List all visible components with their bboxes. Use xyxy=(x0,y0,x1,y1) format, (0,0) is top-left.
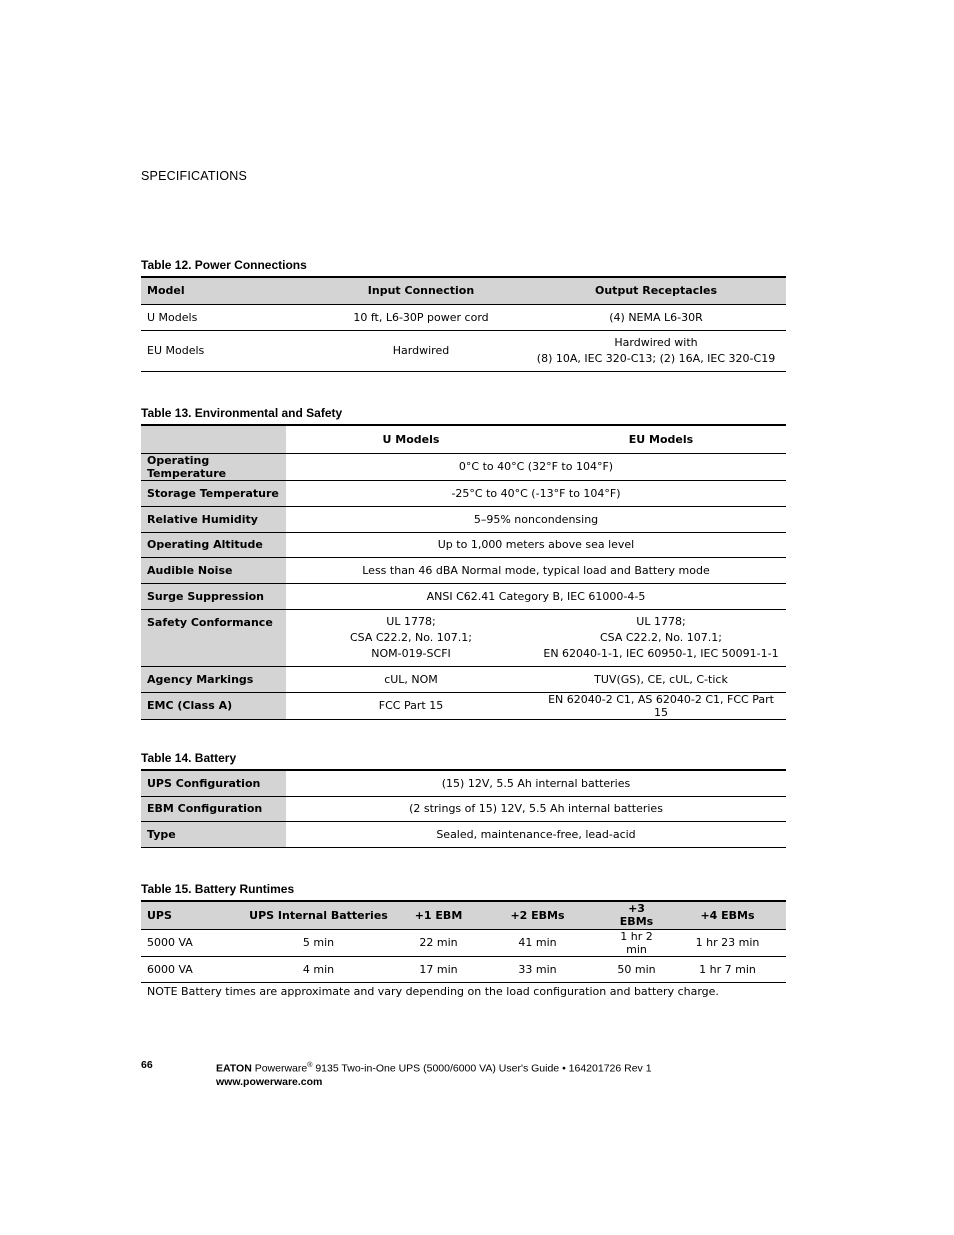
cell-line: CSA C22.2, No. 107.1; xyxy=(599,630,722,644)
table12-caption: Table 12. Power Connections xyxy=(141,258,307,272)
header-internal: UPS Internal Batteries xyxy=(231,901,406,929)
table-row xyxy=(141,666,786,692)
header-ups: UPS xyxy=(141,901,231,929)
registered-mark: ® xyxy=(307,1062,313,1069)
cell-model: EU Models xyxy=(141,330,316,371)
footer-url: www.powerware.com xyxy=(216,1075,323,1088)
row-label: Relative Humidity xyxy=(141,506,286,532)
cell-runtime: 5 min xyxy=(231,929,406,956)
table-header-row xyxy=(141,277,786,304)
footer-title-rest: 9135 Two-in-One UPS (5000/6000 VA) User's Guide • 164201726 Rev 1 xyxy=(312,1062,652,1075)
header-empty xyxy=(141,425,286,453)
cell-line: EN 62040-1-1, IEC 60950-1, IEC 50091-1-1 xyxy=(543,646,779,660)
cell-eu xyxy=(536,609,786,666)
table-row xyxy=(141,821,786,847)
header-eu-models: EU Models xyxy=(536,425,786,453)
table-row xyxy=(141,506,786,532)
cell-runtime: 33 min xyxy=(471,956,604,982)
cell-input: Hardwired xyxy=(316,330,526,371)
cell-runtime: 50 min xyxy=(604,956,669,982)
table14-caption: Table 14. Battery xyxy=(141,751,237,765)
cell-value: Less than 46 dBA Normal mode, typical load and Battery mode xyxy=(286,557,786,583)
cell-line: UL 1778; xyxy=(636,614,686,628)
cell-eu: TUV(GS), CE, cUL, C-tick xyxy=(536,666,786,692)
footer-product: Powerware xyxy=(254,1062,308,1075)
page-number: 66 xyxy=(141,1059,153,1071)
cell-output: (4) NEMA L6-30R xyxy=(526,304,786,330)
section-header: SPECIFICATIONS xyxy=(141,169,248,183)
cell-runtime: 1 hr 2 min xyxy=(604,929,669,956)
cell-value: 0°C to 40°C (32°F to 104°F) xyxy=(286,453,786,480)
table-row xyxy=(141,330,786,371)
table15-caption: Table 15. Battery Runtimes xyxy=(141,882,295,896)
cell-value: 5–95% noncondensing xyxy=(286,506,786,532)
table-row xyxy=(141,609,786,666)
table-header-row xyxy=(141,425,786,453)
header-4ebm: +4 EBMs xyxy=(669,901,786,929)
table-row xyxy=(141,692,786,719)
table-row xyxy=(141,583,786,609)
header-u-models: U Models xyxy=(286,425,536,453)
table15-note: NOTE Battery times are approximate and vary depending on the load configuration and battery charge. xyxy=(147,985,719,998)
cell-ups: 6000 VA xyxy=(141,956,231,982)
table-row xyxy=(141,304,786,330)
cell-value: ANSI C62.41 Category B, IEC 61000-4-5 xyxy=(286,583,786,609)
cell-input: 10 ft, L6-30P power cord xyxy=(316,304,526,330)
header-2ebm: +2 EBMs xyxy=(471,901,604,929)
cell-u: FCC Part 15 xyxy=(286,692,536,719)
row-label: Agency Markings xyxy=(141,666,286,692)
cell-runtime: 4 min xyxy=(231,956,406,982)
row-label: EMC (Class A) xyxy=(141,692,286,719)
table-row xyxy=(141,532,786,557)
row-label: Operating Altitude xyxy=(141,532,286,557)
cell-u xyxy=(286,609,536,666)
table-row xyxy=(141,929,786,956)
cell-runtime: 41 min xyxy=(471,929,604,956)
row-label: EBM Configuration xyxy=(141,796,286,821)
row-label: Safety Conformance xyxy=(141,609,286,666)
cell-output xyxy=(526,330,786,371)
cell-value: -25°C to 40°C (-13°F to 104°F) xyxy=(286,480,786,506)
cell-runtime: 1 hr 7 min xyxy=(669,956,786,982)
cell-line: UL 1778; xyxy=(386,614,436,628)
cell-runtime: 22 min xyxy=(406,929,471,956)
cell-runtime: 1 hr 23 min xyxy=(669,929,786,956)
header-1ebm: +1 EBM xyxy=(406,901,471,929)
cell-line: (8) 10A, IEC 320-C13; (2) 16A, IEC 320-C19 xyxy=(536,351,776,365)
cell-value: (2 strings of 15) 12V, 5.5 Ah internal batteries xyxy=(286,796,786,821)
cell-value: (15) 12V, 5.5 Ah internal batteries xyxy=(286,770,786,796)
table-row xyxy=(141,453,786,480)
header-output-receptacles: Output Receptacles xyxy=(526,277,786,304)
table-row xyxy=(141,480,786,506)
table-row xyxy=(141,956,786,982)
row-label: Surge Suppression xyxy=(141,583,286,609)
row-label: Type xyxy=(141,821,286,847)
environmental-safety-table xyxy=(141,424,786,720)
cell-u: cUL, NOM xyxy=(286,666,536,692)
power-connections-table xyxy=(141,276,786,372)
footer-title xyxy=(216,1059,652,1076)
table-header-row xyxy=(141,901,786,929)
battery-runtimes-table xyxy=(141,900,786,983)
footer-brand: EATON xyxy=(216,1062,252,1075)
footer xyxy=(216,1059,652,1089)
table-row xyxy=(141,770,786,796)
cell-value: Sealed, maintenance-free, lead-acid xyxy=(286,821,786,847)
table-row xyxy=(141,557,786,583)
row-label: Operating Temperature xyxy=(141,453,286,480)
header-model: Model xyxy=(141,277,316,304)
row-label: UPS Configuration xyxy=(141,770,286,796)
cell-ups: 5000 VA xyxy=(141,929,231,956)
cell-line: CSA C22.2, No. 107.1; xyxy=(349,630,472,644)
table13-caption: Table 13. Environmental and Safety xyxy=(141,406,343,420)
cell-value: Up to 1,000 meters above sea level xyxy=(286,532,786,557)
table-row xyxy=(141,796,786,821)
cell-line: NOM-019-SCFI xyxy=(371,646,451,660)
header-input-connection: Input Connection xyxy=(316,277,526,304)
cell-model: U Models xyxy=(141,304,316,330)
row-label: Storage Temperature xyxy=(141,480,286,506)
battery-table xyxy=(141,769,786,848)
cell-line: Hardwired with xyxy=(614,335,698,349)
cell-eu: EN 62040-2 C1, AS 62040-2 C1, FCC Part 15 xyxy=(536,692,786,719)
cell-runtime: 17 min xyxy=(406,956,471,982)
header-3ebm: +3 EBMs xyxy=(604,901,669,929)
row-label: Audible Noise xyxy=(141,557,286,583)
